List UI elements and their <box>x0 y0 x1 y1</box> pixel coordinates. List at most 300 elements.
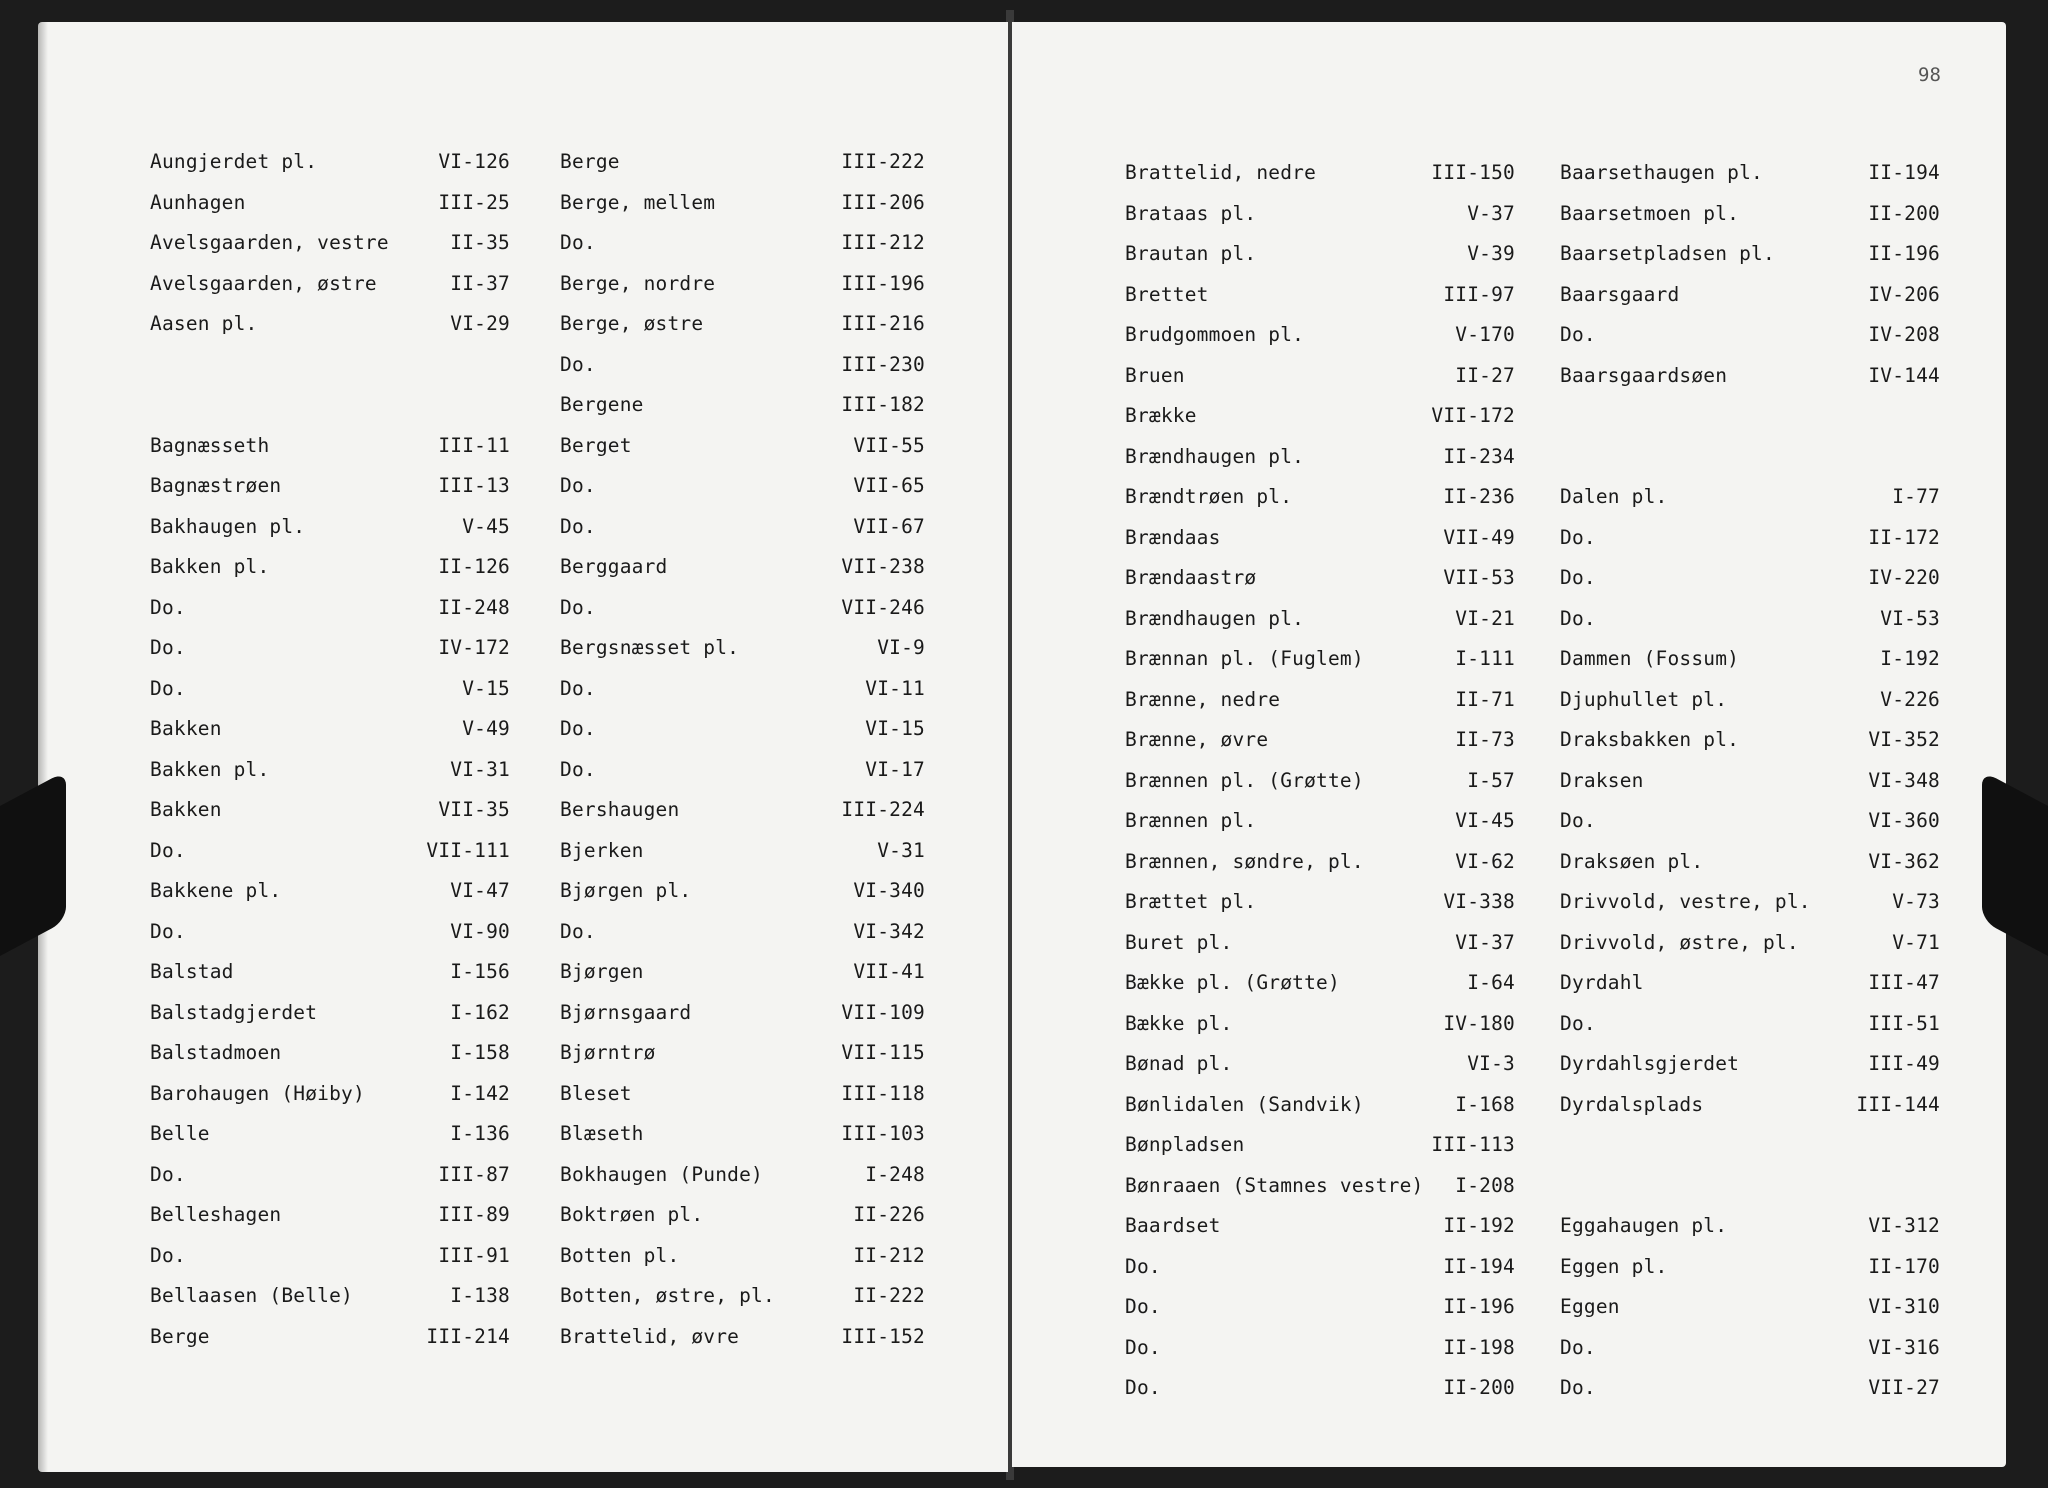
index-entry <box>1560 1004 1940 1045</box>
entry-reference: III-206 <box>841 190 925 214</box>
entry-reference: II-200 <box>1443 1376 1515 1399</box>
index-entry <box>150 993 510 1034</box>
entry-reference: VII-27 <box>1868 1376 1940 1399</box>
index-entry <box>1560 963 1940 1004</box>
entry-reference: V-31 <box>877 838 925 862</box>
index-entry <box>560 426 925 467</box>
entry-reference: II-35 <box>450 231 510 254</box>
entry-name: Bønlidalen (Sandvik) <box>1125 1092 1364 1116</box>
entry-reference: III-212 <box>841 231 925 254</box>
index-entry <box>560 993 925 1034</box>
index-entry <box>560 1236 925 1277</box>
entry-name: Balstad <box>150 960 234 983</box>
index-entry <box>560 669 925 710</box>
entry-name: Do. <box>560 919 596 943</box>
index-entry <box>1125 1004 1515 1045</box>
entry-name: Do. <box>560 595 596 619</box>
entry-reference: III-103 <box>841 1122 925 1145</box>
entry-reference: VI-342 <box>853 919 925 943</box>
entry-reference: VII-53 <box>1443 566 1515 589</box>
index-entry <box>150 750 510 791</box>
entry-reference: V-226 <box>1880 687 1940 711</box>
entry-reference: V-49 <box>462 717 510 740</box>
index-entry <box>1125 761 1515 802</box>
entry-reference: VI-310 <box>1868 1295 1940 1318</box>
entry-reference: IV-208 <box>1868 323 1940 346</box>
index-entry <box>1560 1368 1940 1409</box>
entry-name: Drivvold, østre, pl. <box>1560 930 1799 954</box>
index-entry <box>560 1276 925 1317</box>
entry-name: Bjørgen pl. <box>560 879 692 902</box>
entry-reference: IV-206 <box>1868 282 1940 306</box>
index-entry <box>1560 234 1940 275</box>
entry-reference: VII-55 <box>853 433 925 457</box>
entry-reference: VII-115 <box>841 1041 925 1064</box>
entry-reference: VI-338 <box>1443 890 1515 913</box>
entry-name: Boktrøen pl. <box>560 1203 704 1226</box>
entry-reference: III-118 <box>841 1081 925 1105</box>
entry-name: Bjerken <box>560 838 644 862</box>
index-entry <box>560 831 925 872</box>
left-page-edge-shadow <box>38 22 48 1472</box>
entry-reference: VI-62 <box>1455 849 1515 873</box>
index-entry <box>1560 923 1940 964</box>
index-entry <box>1560 680 1940 721</box>
entry-name: Brattelid, øvre <box>560 1324 740 1348</box>
entry-reference: II-71 <box>1455 687 1515 711</box>
index-entry <box>1125 1287 1515 1328</box>
entry-name: Barohaugen (Høiby) <box>150 1081 365 1105</box>
index-entry <box>150 912 510 953</box>
entry-reference: V-71 <box>1892 930 1940 954</box>
index-entry <box>1125 1044 1515 1085</box>
entry-reference: VI-90 <box>450 919 510 943</box>
index-entry <box>1560 315 1940 356</box>
entry-name: Bjørntrø <box>560 1041 656 1064</box>
index-entry <box>150 142 510 183</box>
page-number: 98 <box>1918 64 1941 86</box>
index-entry <box>1560 1166 1940 1207</box>
entry-name: Baarsgaard <box>1560 282 1680 306</box>
entry-name: Eggen <box>1560 1295 1620 1318</box>
entry-reference: VI-53 <box>1880 606 1940 630</box>
entry-name: Baardset <box>1125 1214 1221 1237</box>
index-entry <box>1560 1247 1940 1288</box>
index-entry <box>1125 720 1515 761</box>
entry-name: Do. <box>1560 809 1596 832</box>
entry-name: Berggaard <box>560 555 668 578</box>
entry-name: Bergene <box>560 393 644 416</box>
index-entry <box>1125 1125 1515 1166</box>
entry-reference: V-170 <box>1455 323 1515 346</box>
index-entry <box>150 345 510 386</box>
entry-name: Brænnan pl. (Fuglem) <box>1125 647 1364 670</box>
entry-name: Brændhaugen pl. <box>1125 606 1305 630</box>
entry-name: Bække pl. (Grøtte) <box>1125 971 1340 994</box>
entry-reference: III-144 <box>1856 1092 1940 1116</box>
entry-name: Do. <box>1560 1335 1596 1359</box>
index-entry <box>560 345 925 386</box>
index-entry <box>560 628 925 669</box>
entry-reference: III-224 <box>841 798 925 821</box>
index-entry <box>1560 1125 1940 1166</box>
index-entry <box>560 871 925 912</box>
entry-name: Do. <box>150 838 186 862</box>
entry-reference: VII-35 <box>438 798 510 821</box>
entry-reference: II-196 <box>1868 242 1940 265</box>
entry-name: Baarsgaardsøen <box>1560 363 1728 387</box>
entry-name: Brænnen, søndre, pl. <box>1125 849 1364 873</box>
entry-name: Bellaasen (Belle) <box>150 1284 353 1307</box>
entry-reference: III-13 <box>438 474 510 497</box>
entry-name: Do. <box>1125 1376 1161 1399</box>
index-entry <box>1125 437 1515 478</box>
index-entry <box>560 912 925 953</box>
entry-name: Dalen pl. <box>1560 485 1668 508</box>
entry-name: Botten, østre, pl. <box>560 1284 775 1307</box>
entry-name: Do. <box>560 352 596 376</box>
index-entry <box>150 871 510 912</box>
entry-name: Do. <box>560 676 596 700</box>
entry-reference: II-27 <box>1455 363 1515 387</box>
entry-reference: VII-49 <box>1443 525 1515 549</box>
entry-name: Belleshagen <box>150 1203 282 1226</box>
entry-reference: II-200 <box>1868 201 1940 225</box>
entry-reference: V-15 <box>462 676 510 700</box>
entry-name: Baarsethaugen pl. <box>1560 161 1763 184</box>
entry-name: Dyrdahlsgjerdet <box>1560 1052 1740 1075</box>
entry-name: Bagnæsseth <box>150 433 270 457</box>
entry-name: Eggen pl. <box>1560 1254 1668 1278</box>
index-entry <box>560 588 925 629</box>
entry-reference: II-37 <box>450 271 510 295</box>
entry-name: Berge, nordre <box>560 271 716 295</box>
index-entry <box>1560 599 1940 640</box>
index-entry <box>1560 437 1940 478</box>
index-entry <box>1125 275 1515 316</box>
entry-reference: VI-316 <box>1868 1335 1940 1359</box>
index-entry <box>150 304 510 345</box>
entry-reference: III-182 <box>841 393 925 416</box>
entry-reference: I-156 <box>450 960 510 983</box>
entry-reference: III-214 <box>426 1324 510 1348</box>
entry-name: Brændaas <box>1125 525 1221 549</box>
entry-name: Bakken <box>150 717 222 740</box>
entry-reference: I-162 <box>450 1000 510 1024</box>
index-entry <box>560 507 925 548</box>
index-entry <box>560 466 925 507</box>
entry-reference: VII-109 <box>841 1000 925 1024</box>
index-entry <box>560 750 925 791</box>
entry-name: Buret pl. <box>1125 930 1233 954</box>
entry-name: Do. <box>1125 1335 1161 1359</box>
index-entry <box>150 1033 510 1074</box>
index-entry <box>150 466 510 507</box>
entry-name: Dammen (Fossum) <box>1560 647 1740 670</box>
entry-name: Brænne, øvre <box>1125 728 1269 751</box>
entry-name: Baarsetmoen pl. <box>1560 201 1740 225</box>
index-entry <box>1125 194 1515 235</box>
entry-reference: VI-348 <box>1868 768 1940 792</box>
entry-reference: VI-21 <box>1455 606 1515 630</box>
entry-reference: VII-172 <box>1431 404 1515 427</box>
entry-reference: I-136 <box>450 1122 510 1145</box>
entry-reference: II-234 <box>1443 444 1515 468</box>
entry-name: Bønpladsen <box>1125 1133 1245 1156</box>
index-entry <box>560 790 925 831</box>
entry-reference: VI-126 <box>438 150 510 173</box>
index-entry <box>1560 356 1940 397</box>
entry-name: Brænne, nedre <box>1125 687 1281 711</box>
entry-name: Bakhaugen pl. <box>150 514 306 538</box>
entry-reference: II-196 <box>1443 1295 1515 1318</box>
entry-reference: I-57 <box>1467 768 1515 792</box>
index-entry <box>1560 882 1940 923</box>
entry-reference: VI-31 <box>450 757 510 781</box>
index-entry <box>150 223 510 264</box>
entry-reference: III-152 <box>841 1324 925 1348</box>
entry-name: Aasen pl. <box>150 312 258 335</box>
index-entry <box>1125 599 1515 640</box>
entry-name: Brændaastrø <box>1125 566 1257 589</box>
entry-reference: VI-362 <box>1868 849 1940 873</box>
entry-name: Do. <box>150 1162 186 1186</box>
entry-reference: I-168 <box>1455 1092 1515 1116</box>
index-entry <box>1125 518 1515 559</box>
index-entry <box>1560 558 1940 599</box>
index-entry <box>150 588 510 629</box>
entry-reference: VII-111 <box>426 838 510 862</box>
index-entry <box>1125 1328 1515 1369</box>
entry-reference: II-222 <box>853 1284 925 1307</box>
index-entry <box>1560 518 1940 559</box>
index-entry <box>1560 1328 1940 1369</box>
index-entry <box>1125 234 1515 275</box>
entry-reference: IV-144 <box>1868 363 1940 387</box>
index-entry <box>560 264 925 305</box>
index-entry <box>1560 194 1940 235</box>
entry-name: Do. <box>150 919 186 943</box>
index-column-1 <box>150 142 510 1357</box>
entry-reference: VI-37 <box>1455 930 1515 954</box>
index-entry <box>150 628 510 669</box>
index-entry <box>560 1195 925 1236</box>
entry-name: Do. <box>560 231 596 254</box>
entry-reference: III-222 <box>841 150 925 173</box>
entry-reference: VII-246 <box>841 595 925 619</box>
entry-name: Do. <box>1125 1295 1161 1318</box>
entry-name: Brændtrøen pl. <box>1125 485 1293 508</box>
entry-reference: II-126 <box>438 555 510 578</box>
index-entry <box>1125 315 1515 356</box>
index-entry <box>150 1276 510 1317</box>
entry-name: Dyrdalsplads <box>1560 1092 1704 1116</box>
index-entry <box>150 1155 510 1196</box>
entry-name: Berge, mellem <box>560 190 716 214</box>
entry-name: Eggahaugen pl. <box>1560 1214 1728 1237</box>
index-entry <box>150 426 510 467</box>
index-entry <box>560 223 925 264</box>
entry-reference: VI-360 <box>1868 809 1940 832</box>
entry-reference: III-47 <box>1868 971 1940 994</box>
index-entry <box>1560 153 1940 194</box>
entry-name: Do. <box>1560 1011 1596 1035</box>
entry-reference: II-212 <box>853 1243 925 1267</box>
index-entry <box>560 1114 925 1155</box>
index-entry <box>1125 396 1515 437</box>
entry-reference: III-25 <box>438 190 510 214</box>
index-entry <box>1125 1368 1515 1409</box>
index-entry <box>150 264 510 305</box>
index-entry <box>1560 720 1940 761</box>
index-entry <box>150 1195 510 1236</box>
entry-name: Bergsnæsset pl. <box>560 636 740 659</box>
index-entry <box>1560 1287 1940 1328</box>
index-entry <box>1560 396 1940 437</box>
entry-reference: I-208 <box>1455 1173 1515 1197</box>
entry-name: Bække pl. <box>1125 1011 1233 1035</box>
index-entry <box>1125 1085 1515 1126</box>
entry-name: Do. <box>1560 606 1596 630</box>
index-entry <box>560 183 925 224</box>
index-entry <box>560 547 925 588</box>
entry-name: Bønraaen (Stamnes vestre) <box>1125 1173 1424 1197</box>
entry-name: Drivvold, vestre, pl. <box>1560 890 1811 913</box>
entry-reference: II-73 <box>1455 728 1515 751</box>
index-entry <box>150 507 510 548</box>
entry-name: Bjørnsgaard <box>560 1000 692 1024</box>
index-entry <box>1125 1166 1515 1207</box>
entry-name: Bakken pl. <box>150 555 270 578</box>
entry-reference: II-198 <box>1443 1335 1515 1359</box>
index-entry <box>1125 680 1515 721</box>
entry-reference: VI-17 <box>865 757 925 781</box>
entry-name: Brautan pl. <box>1125 242 1257 265</box>
index-entry <box>1125 923 1515 964</box>
entry-name: Baarsetpladsen pl. <box>1560 242 1775 265</box>
entry-reference: VII-65 <box>853 474 925 497</box>
entry-name: Brænnen pl. <box>1125 809 1257 832</box>
entry-reference: III-51 <box>1868 1011 1940 1035</box>
entry-name: Bershaugen <box>560 798 680 821</box>
entry-reference: II-172 <box>1868 525 1940 549</box>
index-entry <box>150 709 510 750</box>
entry-reference: VI-47 <box>450 879 510 902</box>
index-entry <box>1560 477 1940 518</box>
index-entry <box>1125 842 1515 883</box>
index-entry <box>150 790 510 831</box>
entry-name: Brændhaugen pl. <box>1125 444 1305 468</box>
entry-reference: VI-11 <box>865 676 925 700</box>
entry-reference: VI-15 <box>865 717 925 740</box>
entry-name: Brække <box>1125 404 1197 427</box>
entry-name: Brataas pl. <box>1125 201 1257 225</box>
index-entry <box>1125 153 1515 194</box>
index-entry <box>1125 963 1515 1004</box>
entry-reference: I-142 <box>450 1081 510 1105</box>
entry-name: Bakken <box>150 798 222 821</box>
entry-reference: I-138 <box>450 1284 510 1307</box>
entry-name: Aunhagen <box>150 190 246 214</box>
index-entry <box>560 304 925 345</box>
entry-reference: VI-45 <box>1455 809 1515 832</box>
entry-name: Aungjerdet pl. <box>150 150 318 173</box>
index-entry <box>150 669 510 710</box>
index-entry <box>1560 275 1940 316</box>
entry-reference: IV-220 <box>1868 566 1940 589</box>
index-entry <box>1125 356 1515 397</box>
index-entry <box>150 1114 510 1155</box>
entry-reference: VI-3 <box>1467 1052 1515 1075</box>
entry-name: Djuphullet pl. <box>1560 687 1728 711</box>
entry-reference: III-87 <box>438 1162 510 1186</box>
entry-name: Brænnen pl. (Grøtte) <box>1125 768 1364 792</box>
entry-name: Avelsgaarden, østre <box>150 271 377 295</box>
entry-name: Draksen <box>1560 768 1644 792</box>
index-entry <box>560 1317 925 1358</box>
entry-reference: I-77 <box>1892 485 1940 508</box>
entry-reference: V-39 <box>1467 242 1515 265</box>
index-entry <box>1560 1085 1940 1126</box>
entry-reference: II-236 <box>1443 485 1515 508</box>
entry-reference: I-192 <box>1880 647 1940 670</box>
entry-name: Berge <box>150 1324 210 1348</box>
entry-name: Do. <box>1560 1376 1596 1399</box>
entry-name: Brudgommoen pl. <box>1125 323 1305 346</box>
entry-name: Brettet <box>1125 282 1209 306</box>
entry-reference: I-158 <box>450 1041 510 1064</box>
index-entry <box>150 547 510 588</box>
index-entry <box>1125 801 1515 842</box>
entry-name: Do. <box>1125 1254 1161 1278</box>
index-entry <box>1125 882 1515 923</box>
entry-name: Blæseth <box>560 1122 644 1145</box>
entry-reference: III-89 <box>438 1203 510 1226</box>
entry-reference: VII-67 <box>853 514 925 538</box>
index-entry <box>560 385 925 426</box>
entry-reference: V-37 <box>1467 201 1515 225</box>
entry-reference: I-248 <box>865 1162 925 1186</box>
entry-name: Do. <box>560 474 596 497</box>
entry-name: Do. <box>150 1243 186 1267</box>
entry-name: Botten pl. <box>560 1243 680 1267</box>
entry-name: Bokhaugen (Punde) <box>560 1162 763 1186</box>
index-entry <box>150 1074 510 1115</box>
entry-reference: III-216 <box>841 312 925 335</box>
entry-reference: II-194 <box>1443 1254 1515 1278</box>
entry-reference: III-230 <box>841 352 925 376</box>
entry-name: Avelsgaarden, vestre <box>150 231 389 254</box>
entry-reference: VI-9 <box>877 636 925 659</box>
entry-name: Draksøen pl. <box>1560 849 1704 873</box>
index-entry <box>560 1033 925 1074</box>
entry-reference: II-248 <box>438 595 510 619</box>
entry-reference: VI-29 <box>450 312 510 335</box>
index-entry <box>560 952 925 993</box>
index-column-3 <box>1125 153 1515 1409</box>
index-entry <box>1125 1247 1515 1288</box>
entry-name: Do. <box>560 757 596 781</box>
entry-reference: VI-312 <box>1868 1214 1940 1237</box>
entry-name: Do. <box>560 717 596 740</box>
entry-reference: III-91 <box>438 1243 510 1267</box>
entry-reference: II-192 <box>1443 1214 1515 1237</box>
entry-name: Do. <box>560 514 596 538</box>
entry-name: Brættet pl. <box>1125 890 1257 913</box>
entry-name: Do. <box>1560 525 1596 549</box>
index-entry <box>1560 1044 1940 1085</box>
entry-reference: IV-180 <box>1443 1011 1515 1035</box>
